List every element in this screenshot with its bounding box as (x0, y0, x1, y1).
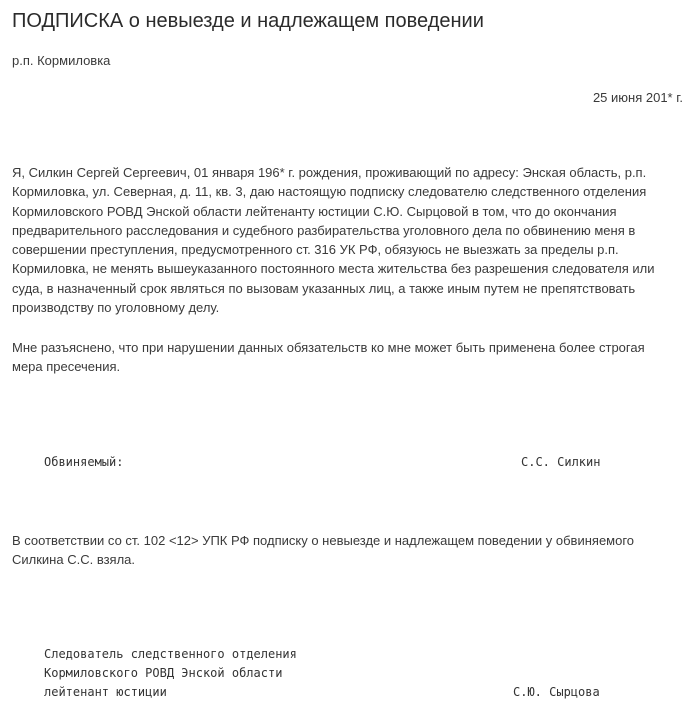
accused-label: Обвиняемый: (44, 455, 124, 469)
accordance-paragraph: В соответствии со ст. 102 <12> УПК РФ подписку о невыезде и надлежащем поведении у обвиняемого Силкина С.С. взяла. (12, 533, 635, 568)
undertaking-paragraph: Я, Силкин Сергей Сергеевич, 01 января 196* г. рождения, проживающий по адресу: Энская область, р.п. Кормиловка, ул. Северная, д. 11, кв. 3, даю настоящую подписку следователю следственного отделения Кормиловского РОВД Энской области лейтенанту юстиции С.Ю. Сырцовой в том, что до окончания предварительного расследования и судебного разбирательства уголовного дела по обвинению меня в совершении преступления, предусмотренного ст. 316 УК РФ, обязуюсь не выезжать за пределы р.п. Кормиловка, не менять вышеуказанного постоянного места жительства без разрешения следователя или суда, в назначенный срок являться по вызовам указанных лиц, а также иным путем не препятствовать производству по уголовному делу. (12, 165, 655, 316)
investigator-position-line-1: Следователь следственного отделения (44, 647, 297, 661)
investigator-signature: С.Ю. Сырцова (513, 685, 600, 699)
accused-signature: С.С. Силкин (521, 455, 601, 469)
explanation-paragraph: Мне разъяснено, что при нарушении данных обязательств ко мне может быть применена более строгая мера пресечения. (12, 340, 645, 375)
place-of-signing: р.п. Кормиловка (12, 53, 111, 68)
investigator-rank: лейтенант юстиции (44, 685, 167, 699)
document-date: 25 июня 201* г. (592, 90, 683, 105)
document-title: ПОДПИСКА о невыезде и надлежащем поведении (12, 10, 484, 32)
investigator-position-line-2: Кормиловского РОВД Энской области (44, 666, 283, 680)
